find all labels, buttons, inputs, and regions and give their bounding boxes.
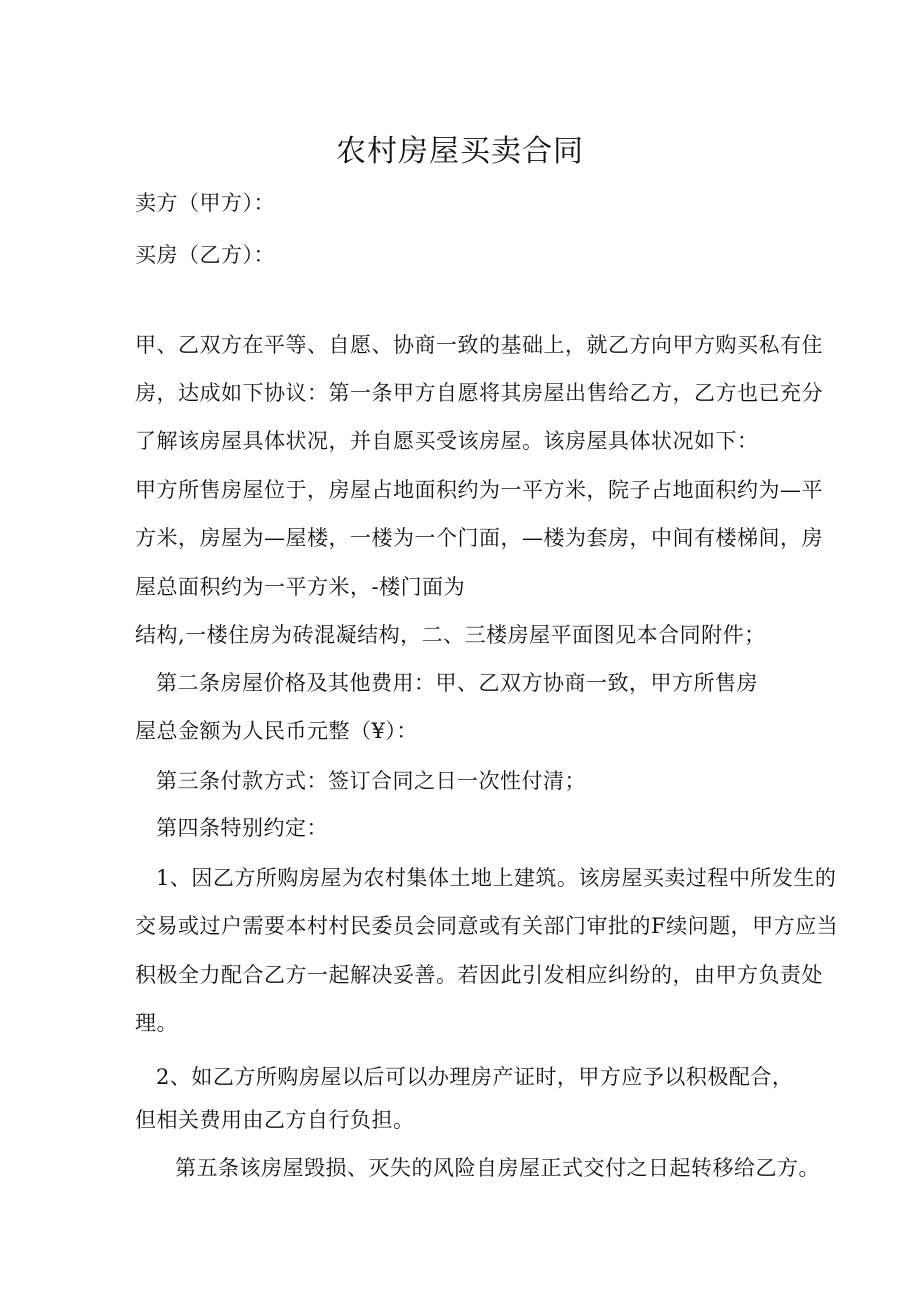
paragraph-line: 积极全力配合乙方一起解决妥善。若因此引发相应纠纷的，由甲方负责处 — [135, 963, 823, 987]
paragraph-line: 方米，房屋为—屋楼，一楼为一个门面，—楼为套房，中间有楼梯间，房 — [135, 526, 823, 550]
buyer-label: 买房（乙方）： — [135, 243, 275, 267]
article-2-line: 第二条房屋价格及其他费用：甲、乙双方协商一致，甲方所售房 — [156, 671, 758, 695]
paragraph-line: 交易或过户需要本村村民委员会同意或有关部门审批的F续问题，甲方应当 — [135, 914, 839, 938]
paragraph-line: 结构,一楼住房为砖混凝结构，二、三楼房屋平面图见本合同附件； — [135, 623, 766, 647]
clause-1-line: 1、因乙方所购房屋为农村集体土地上建筑。该房屋买卖过程中所发生的 — [156, 866, 837, 890]
paragraph-line: 理。 — [135, 1011, 178, 1035]
paragraph-line: 甲、乙双方在平等、自愿、协商一致的基础上，就乙方向甲方购买私有住 — [135, 333, 823, 357]
paragraph-line: 了解该房屋具体状况，并自愿买受该房屋。该房屋具体状况如下： — [135, 429, 759, 453]
paragraph-line: 甲方所售房屋位于，房屋占地面积约为一平方米，院子占地面积约为—平 — [135, 478, 823, 502]
paragraph-line: 房，达成如下协议：第一条甲方自愿将其房屋出售给乙方，乙方也已充分 — [135, 381, 823, 405]
article-4-heading: 第四条特别约定： — [156, 816, 328, 840]
paragraph-line: 但相关费用由乙方自行负担。 — [135, 1108, 415, 1132]
document-title: 农村房屋买卖合同 — [336, 134, 584, 169]
article-3-line: 第三条付款方式：签订合同之日一次性付清； — [156, 769, 586, 793]
article-5-line: 第五条该房屋毁损、灭失的风险自房屋正式交付之日起转移给乙方。 — [175, 1156, 820, 1180]
seller-label: 卖方（甲方）： — [135, 191, 275, 215]
clause-2-line: 2、如乙方所购房屋以后可以办理房产证时，甲方应予以积极配合， — [156, 1065, 794, 1089]
paragraph-line: 屋总面积约为一平方米，-楼门面为 — [135, 575, 466, 599]
paragraph-line: 屋总金额为人民币元整（¥）： — [135, 719, 418, 743]
